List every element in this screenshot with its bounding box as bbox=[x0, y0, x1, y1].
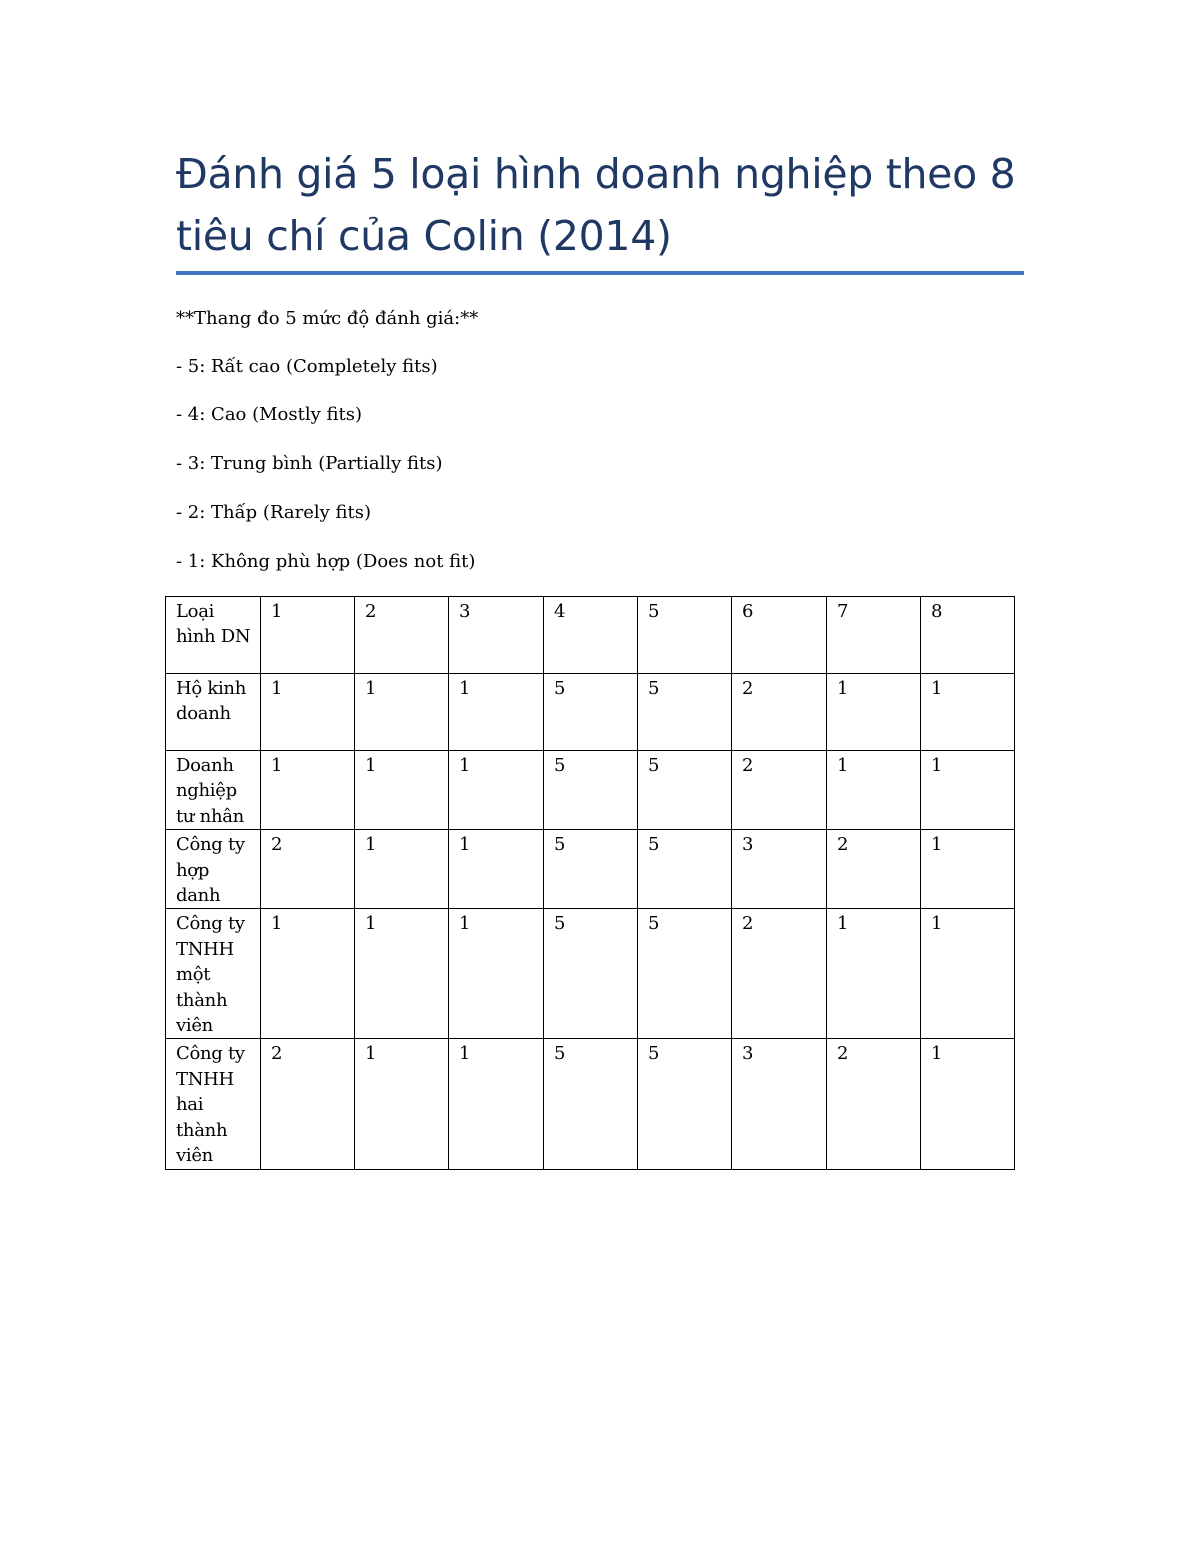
table-row bbox=[166, 674, 1015, 751]
score-cell: 1 bbox=[355, 909, 449, 1039]
score-cell: 1 bbox=[261, 909, 355, 1039]
score-cell: 2 bbox=[827, 1039, 921, 1169]
score-cell: 5 bbox=[544, 674, 638, 751]
score-cell: 1 bbox=[827, 674, 921, 751]
scale-item-1: - 1: Không phù hợp (Does not fit) bbox=[176, 551, 476, 572]
score-cell: 1 bbox=[261, 751, 355, 830]
score-cell: 1 bbox=[449, 830, 544, 909]
document-title: Đánh giá 5 loại hình doanh nghiệp theo 8 tiêu chí của Colin (2014) bbox=[176, 150, 1016, 260]
score-cell: 1 bbox=[449, 751, 544, 830]
score-cell: 1 bbox=[449, 1039, 544, 1169]
score-cell: 2 bbox=[827, 830, 921, 909]
score-cell: 5 bbox=[544, 751, 638, 830]
score-cell: 2 bbox=[261, 830, 355, 909]
table-row bbox=[166, 1039, 1015, 1169]
row-label: Công ty hợp danh bbox=[166, 830, 261, 909]
header-cell-criterion-5: 5 bbox=[638, 597, 732, 674]
header-cell-criterion-6: 6 bbox=[732, 597, 827, 674]
header-cell-criterion-7: 7 bbox=[827, 597, 921, 674]
scale-item-5: - 5: Rất cao (Completely fits) bbox=[176, 356, 438, 377]
header-cell-criterion-1: 1 bbox=[261, 597, 355, 674]
score-cell: 5 bbox=[638, 1039, 732, 1169]
row-label: Công ty TNHH một thành viên bbox=[166, 909, 261, 1039]
scale-heading: **Thang đo 5 mức độ đánh giá:** bbox=[176, 308, 479, 329]
header-cell-criterion-3: 3 bbox=[449, 597, 544, 674]
score-cell: 1 bbox=[449, 674, 544, 751]
score-cell: 1 bbox=[449, 909, 544, 1039]
score-cell: 1 bbox=[921, 751, 1015, 830]
score-cell: 1 bbox=[355, 1039, 449, 1169]
score-cell: 1 bbox=[261, 674, 355, 751]
title-underline bbox=[176, 271, 1024, 275]
score-cell: 2 bbox=[732, 674, 827, 751]
score-cell: 5 bbox=[638, 674, 732, 751]
score-cell: 1 bbox=[827, 751, 921, 830]
score-cell: 5 bbox=[638, 751, 732, 830]
score-cell: 1 bbox=[355, 674, 449, 751]
score-cell: 1 bbox=[355, 830, 449, 909]
score-cell: 5 bbox=[638, 909, 732, 1039]
score-cell: 2 bbox=[732, 909, 827, 1039]
score-cell: 1 bbox=[921, 674, 1015, 751]
row-label: Công ty TNHH hai thành viên bbox=[166, 1039, 261, 1169]
score-cell: 2 bbox=[732, 751, 827, 830]
score-cell: 1 bbox=[921, 1039, 1015, 1169]
header-cell-type: Loại hình DN bbox=[166, 597, 261, 674]
score-cell: 5 bbox=[544, 909, 638, 1039]
table-header-row bbox=[166, 597, 1015, 674]
header-cell-criterion-4: 4 bbox=[544, 597, 638, 674]
scale-item-2: - 2: Thấp (Rarely fits) bbox=[176, 502, 372, 523]
score-cell: 5 bbox=[638, 830, 732, 909]
score-cell: 2 bbox=[261, 1039, 355, 1169]
table-row bbox=[166, 830, 1015, 909]
header-cell-criterion-2: 2 bbox=[355, 597, 449, 674]
header-cell-criterion-8: 8 bbox=[921, 597, 1015, 674]
score-cell: 5 bbox=[544, 830, 638, 909]
score-cell: 1 bbox=[355, 751, 449, 830]
row-label: Doanh nghiệp tư nhân bbox=[166, 751, 261, 830]
row-label: Hộ kinh doanh bbox=[166, 674, 261, 751]
score-cell: 3 bbox=[732, 830, 827, 909]
scale-item-4: - 4: Cao (Mostly fits) bbox=[176, 404, 363, 425]
table-row bbox=[166, 751, 1015, 830]
score-cell: 1 bbox=[921, 830, 1015, 909]
table-row bbox=[166, 909, 1015, 1039]
scale-item-3: - 3: Trung bình (Partially fits) bbox=[176, 453, 443, 474]
score-cell: 1 bbox=[827, 909, 921, 1039]
score-cell: 1 bbox=[921, 909, 1015, 1039]
evaluation-table bbox=[165, 596, 1015, 1170]
score-cell: 3 bbox=[732, 1039, 827, 1169]
score-cell: 5 bbox=[544, 1039, 638, 1169]
